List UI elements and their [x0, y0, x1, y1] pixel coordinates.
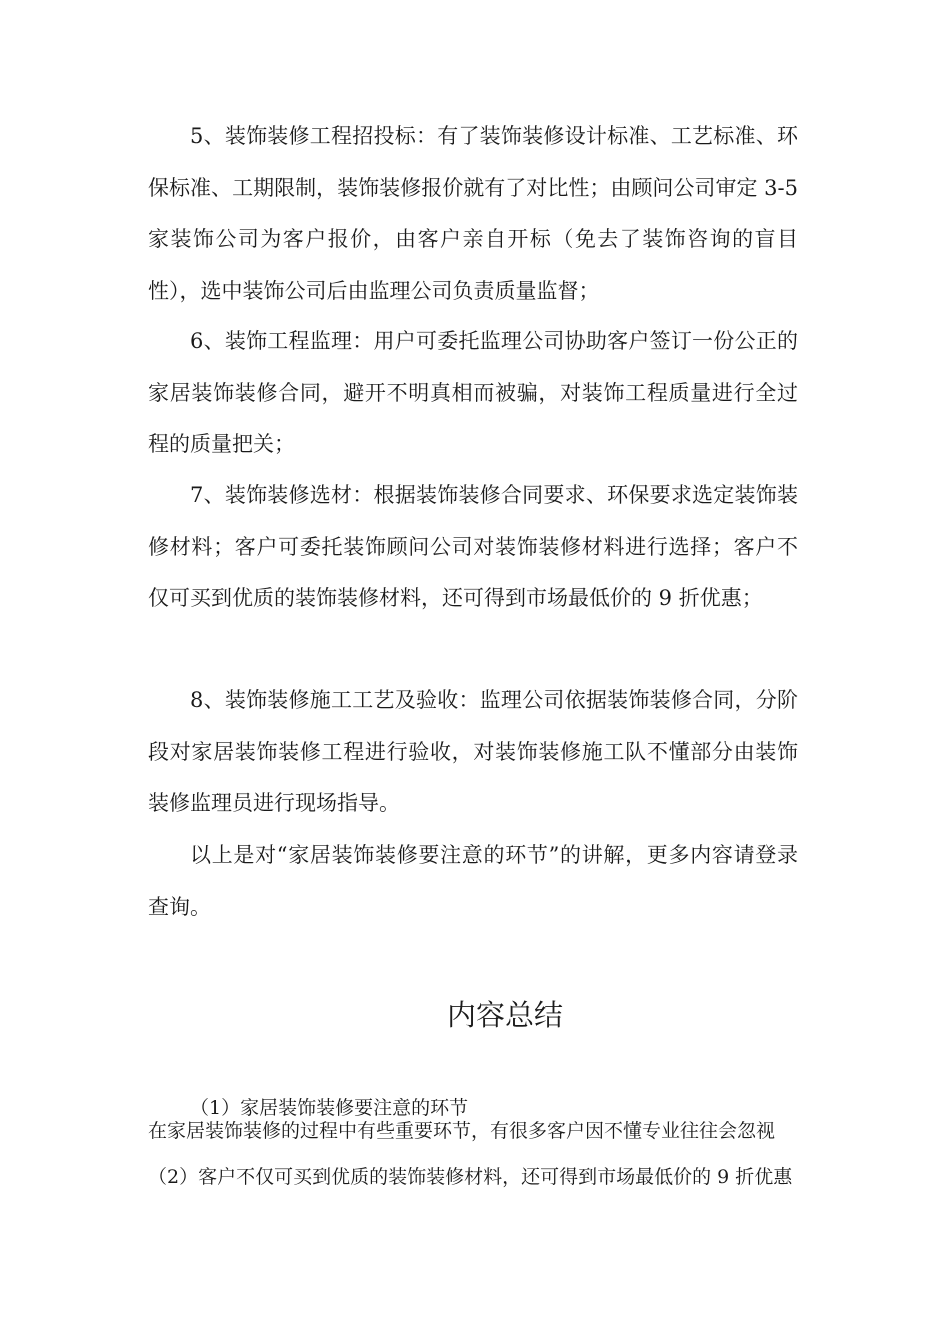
paragraph-item-7: 7、装饰装修选材：根据装饰装修合同要求、环保要求选定装饰装修材料；客户可委托装饰顾问公司对装饰装修材料进行选择；客户不仅可买到优质的装饰装修材料，还可得到市场最低价的 9 折优惠； — [148, 483, 798, 610]
summary-point-2: （2）客户不仅可买到优质的装饰装修材料，还可得到市场最低价的 9 折优惠 — [148, 1166, 793, 1188]
summary-point-1-body: 在家居装饰装修的过程中有些重要环节，有很多客户因不懂专业往往会忽视 — [148, 1120, 776, 1142]
paragraph-item-8: 8、装饰装修施工工艺及验收：监理公司依据装饰装修合同，分阶段对家居装饰装修工程进行验收，对装饰装修施工队不懂部分由装饰装修监理员进行现场指导。 — [148, 688, 798, 815]
paragraph-item-5: 5、装饰装修工程招投标：有了装饰装修设计标准、工艺标准、环保标准、工期限制，装饰装修报价就有了对比性；由顾问公司审定 3-5 家装饰公司为客户报价，由客户亲自开标（免去了装饰咨询的盲目性），选中装饰公司后由监理公司负责质量监督； — [148, 124, 798, 303]
closing-paragraph: 以上是对“家居装饰装修要注意的环节”的讲解，更多内容请登录查询。 — [148, 843, 798, 919]
summary-point-1-heading: （1）家居装饰装修要注意的环节 — [190, 1097, 469, 1119]
summary-title: 内容总结 — [446, 998, 563, 1032]
paragraph-item-6: 6、装饰工程监理：用户可委托监理公司协助客户签订一份公正的家居装饰装修合同，避开不明真相而被骗，对装饰工程质量进行全过程的质量把关； — [148, 329, 798, 456]
